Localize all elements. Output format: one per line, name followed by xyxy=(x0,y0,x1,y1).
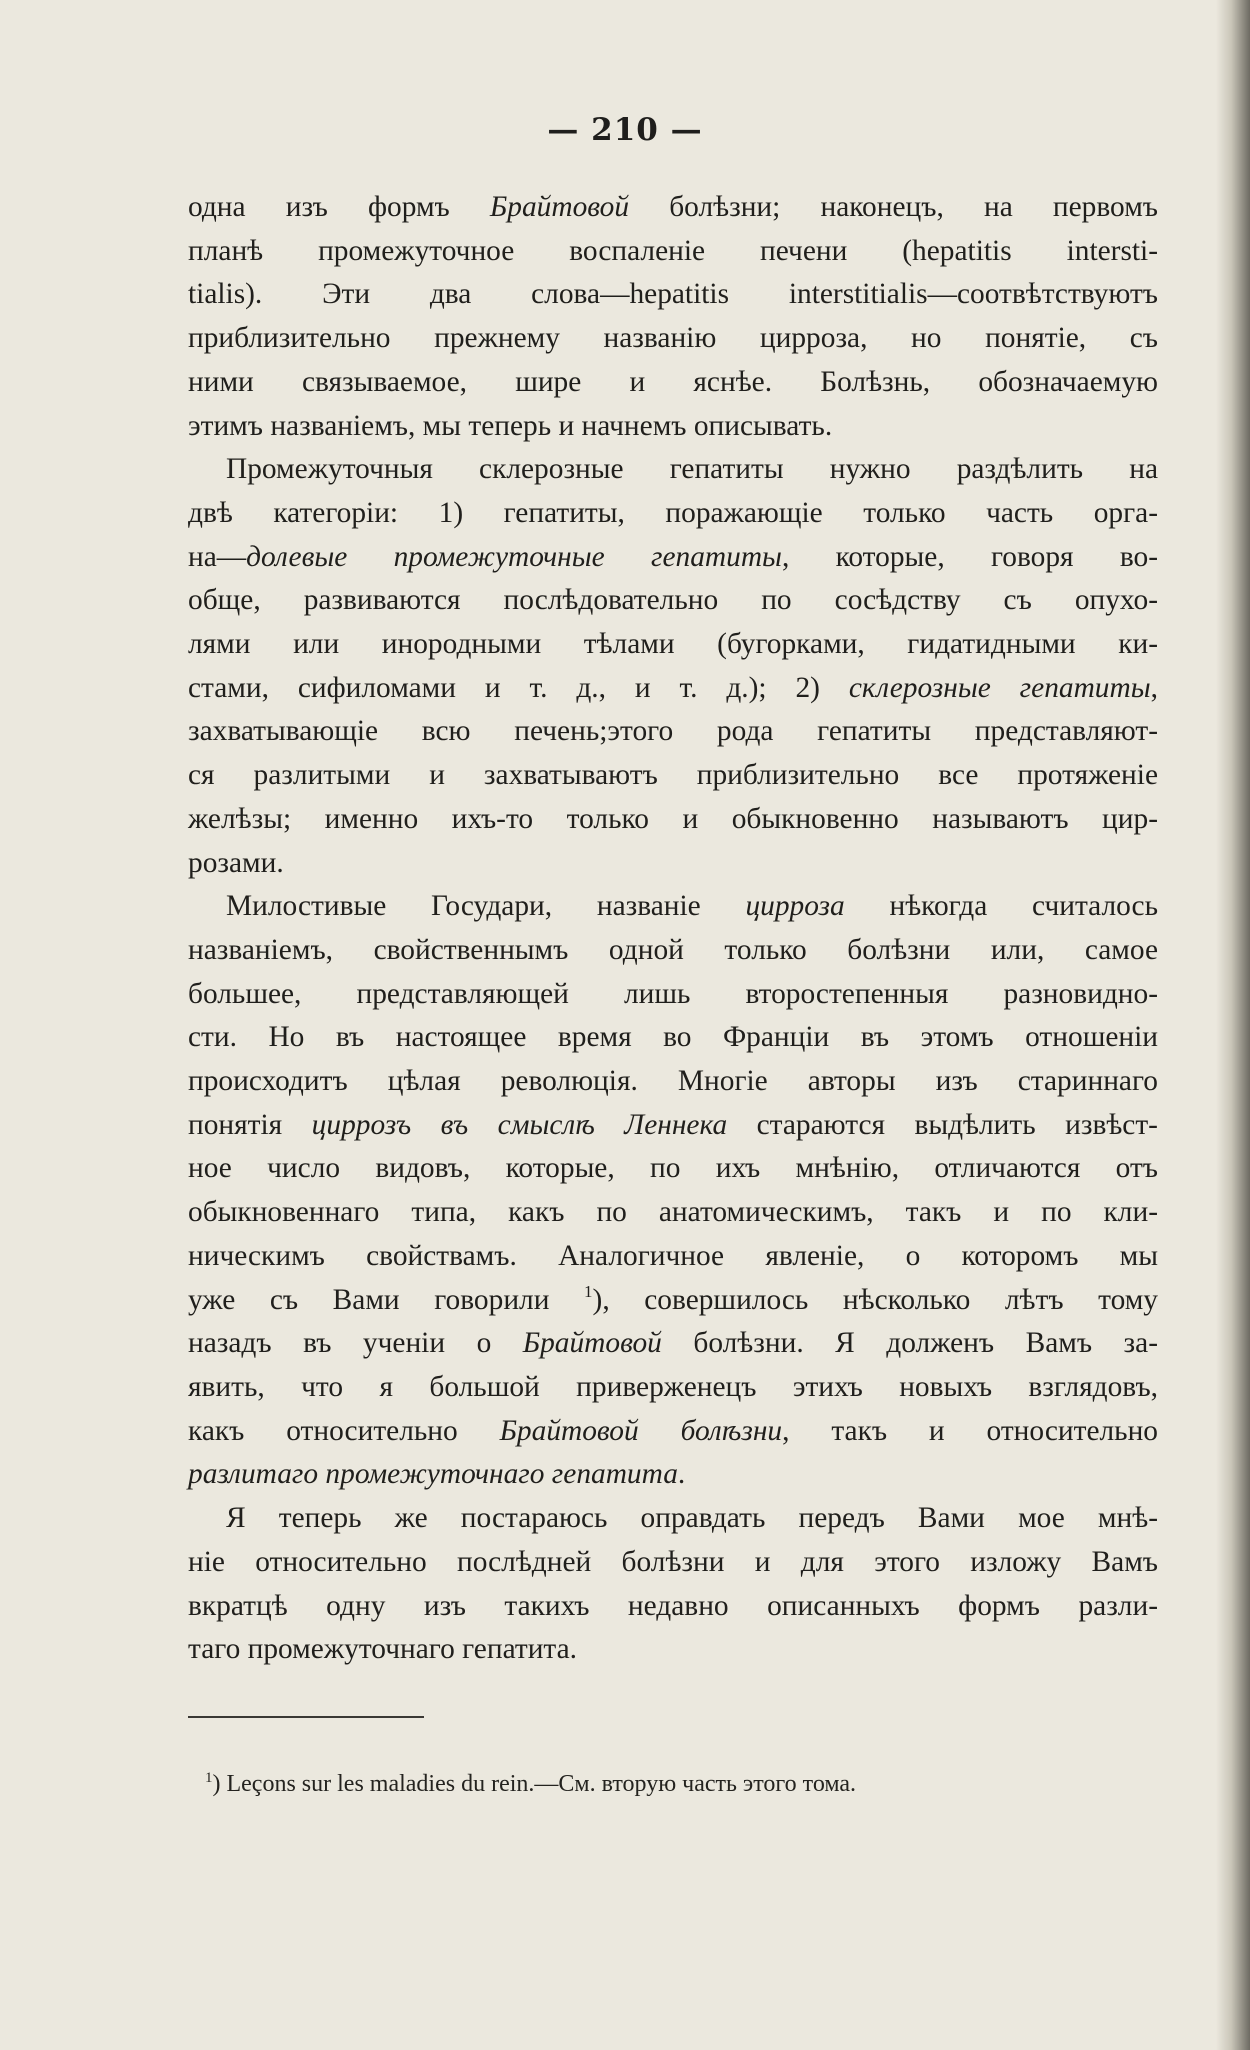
text-line xyxy=(188,798,1158,842)
page-edge-shadow xyxy=(1216,0,1250,2050)
text-line xyxy=(188,710,1158,754)
text-run: розами. xyxy=(188,846,284,879)
text-run: нѣкогда считалось xyxy=(844,890,1159,923)
text-run: понятія xyxy=(188,1108,312,1141)
text-line xyxy=(188,492,1158,536)
text-line xyxy=(188,536,1158,580)
text-run: , которые, говоря во- xyxy=(781,540,1158,573)
text-run: ними связываемое, шире и яснѣе. Болѣзнь, обозначаемую xyxy=(188,365,1158,398)
text-run: ническимъ свойствамъ. Аналогичное явленіе, о которомъ мы xyxy=(188,1239,1158,1272)
text-run: вкратцѣ одну изъ такихъ недавно описанныхъ формъ разли- xyxy=(188,1589,1158,1622)
italic-text: Брайтовой болѣзни xyxy=(499,1414,783,1447)
paragraph-1 xyxy=(188,186,1158,448)
text-line xyxy=(188,448,1158,492)
text-line xyxy=(188,317,1158,361)
text-line xyxy=(188,1322,1158,1366)
text-line xyxy=(188,361,1158,405)
text-run: болѣзни; наконецъ, на первомъ xyxy=(629,191,1158,223)
text-run: желѣзы; именно ихъ-то только и обыкновенно называютъ цир- xyxy=(188,802,1158,835)
text-run: двѣ категоріи: 1) гепатиты, поражающіе только часть орга- xyxy=(188,496,1158,529)
italic-text: долевые промежуточные гепатиты xyxy=(246,540,782,573)
text-line xyxy=(188,667,1158,711)
text-run: этимъ названіемъ, мы теперь и начнемъ описывать. xyxy=(188,409,833,442)
text-run: болѣзни. Я долженъ Вамъ за- xyxy=(661,1327,1158,1360)
text-run: обыкновеннаго типа, какъ по анатомическимъ, такъ и по кли- xyxy=(188,1196,1158,1229)
text-run: какъ относительно xyxy=(188,1414,500,1447)
italic-text: разлитаго промежуточнаго гепатита xyxy=(188,1458,678,1491)
text-line xyxy=(188,1585,1158,1629)
italic-text: циррозъ въ смыслѣ Леннека xyxy=(311,1108,728,1141)
text-line xyxy=(188,1147,1158,1191)
text-run: происходитъ цѣлая революція. Многіе авторы изъ стариннаго xyxy=(188,1065,1158,1098)
text-line xyxy=(188,1410,1158,1454)
text-line xyxy=(188,1016,1158,1060)
text-line xyxy=(188,1628,1158,1672)
text-line xyxy=(188,1279,1158,1323)
text-run: . xyxy=(677,1458,686,1491)
text-run: захватывающіе всю печень;этого рода гепатиты представляют- xyxy=(188,715,1158,748)
text-line xyxy=(188,1060,1158,1104)
text-run: одна изъ формъ xyxy=(188,191,490,223)
text-run: планѣ промежуточное воспаленіе печени (hepatitis intersti- xyxy=(188,234,1158,267)
text-run: назадъ въ ученіи о xyxy=(188,1327,523,1360)
text-line xyxy=(188,230,1158,274)
text-line xyxy=(188,623,1158,667)
paragraph-2 xyxy=(188,448,1158,885)
text-run: ), совершилось нѣсколько лѣтъ тому xyxy=(592,1283,1159,1316)
paragraph-4 xyxy=(188,1497,1158,1672)
footnote-divider xyxy=(188,1716,424,1718)
text-run: Промежуточныя склерозные гепатиты нужно раздѣлить на xyxy=(226,453,1158,486)
text-line xyxy=(188,929,1158,973)
text-line xyxy=(188,273,1158,317)
body-text xyxy=(188,186,1158,1672)
text-line xyxy=(188,1104,1158,1148)
text-run: , xyxy=(1150,671,1158,704)
text-line xyxy=(188,1497,1158,1541)
text-line xyxy=(188,405,1158,449)
text-run: ніе относительно послѣдней болѣзни и для этого изложу Вамъ xyxy=(188,1545,1158,1578)
text-run: приблизительно прежнему названію цирроза, но понятіе, съ xyxy=(188,322,1158,355)
italic-text: цирроза xyxy=(745,890,845,923)
text-run: названіемъ, свойственнымъ одной только болѣзни или, самое xyxy=(188,933,1158,966)
paragraph-3 xyxy=(188,885,1158,1497)
text-run: tialis). Эти два слова—hepatitis interstitialis—соотвѣтствуютъ xyxy=(188,278,1158,311)
text-line xyxy=(188,579,1158,623)
text-line xyxy=(188,973,1158,1017)
text-line xyxy=(188,1453,1158,1497)
text-run: сти. Но въ настоящее время во Франціи въ этомъ отношеніи xyxy=(188,1021,1158,1054)
footnote-mark: 1 xyxy=(205,1770,213,1786)
text-line xyxy=(188,186,1158,230)
text-run: явить, что я большой приверженецъ этихъ новыхъ взглядовъ, xyxy=(188,1370,1158,1403)
text-run: на— xyxy=(188,540,247,573)
footnote-text: ) Leçons sur les maladies du rein.—См. вторую часть этого тома. xyxy=(212,1771,857,1797)
text-run: лями или инородными тѣлами (бугорками, гидатидными ки- xyxy=(188,628,1158,661)
text-run: стами, сифиломами и т. д., и т. д.); 2) xyxy=(188,671,849,704)
text-run: Милостивые Государи, названіе xyxy=(226,890,746,923)
text-run: ное число видовъ, которые, по ихъ мнѣнію, отличаются отъ xyxy=(188,1152,1158,1185)
italic-text: Брайтовой xyxy=(522,1327,662,1360)
text-line xyxy=(188,1235,1158,1279)
text-line xyxy=(188,1366,1158,1410)
text-line xyxy=(188,1541,1158,1585)
text-line xyxy=(188,842,1158,886)
text-run: таго промежуточнаго гепатита. xyxy=(188,1633,578,1666)
text-run: обще, развиваются послѣдовательно по сосѣдству съ опухо- xyxy=(188,584,1158,617)
text-run: уже съ Вами говорили xyxy=(188,1283,585,1316)
text-run: большее, представляющей лишь второстепенныя разновидно- xyxy=(188,977,1158,1010)
text-run: стараются выдѣлить извѣст- xyxy=(727,1108,1158,1141)
footnote-reference: 1 xyxy=(584,1281,593,1301)
text-run: ся разлитыми и захватываютъ приблизительно все протяженіе xyxy=(188,759,1158,792)
footnote xyxy=(205,1768,1145,1800)
text-line xyxy=(188,754,1158,798)
text-line xyxy=(188,885,1158,929)
italic-text: склерозные гепатиты xyxy=(848,671,1151,704)
text-run: , такъ и относительно xyxy=(782,1414,1158,1447)
text-run: Я теперь же постараюсь оправдать передъ Вами мое мнѣ- xyxy=(226,1502,1158,1535)
text-line xyxy=(188,1191,1158,1235)
italic-text: Брайтовой xyxy=(489,191,630,223)
page-number: — 210 — xyxy=(547,112,703,148)
